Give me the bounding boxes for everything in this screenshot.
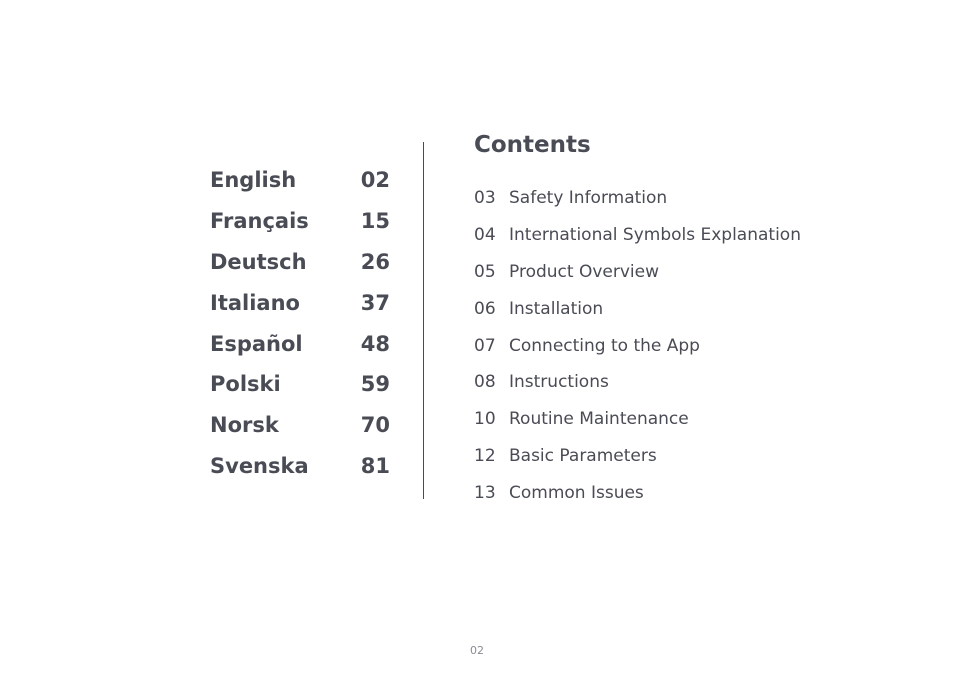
language-row-english[interactable] (210, 160, 390, 201)
toc-item-installation[interactable] (474, 290, 801, 327)
toc-item-connecting-to-app[interactable] (474, 327, 801, 364)
language-row-norsk[interactable] (210, 405, 390, 446)
language-name: Svenska (210, 453, 309, 478)
language-page-number: 81 (360, 453, 390, 478)
toc-label: Product Overview (509, 261, 659, 282)
language-page-number: 48 (360, 331, 390, 356)
language-row-deutsch[interactable] (210, 242, 390, 283)
toc-item-product-overview[interactable] (474, 254, 801, 291)
language-page-number: 26 (360, 249, 390, 274)
toc-label: Connecting to the App (509, 335, 700, 356)
language-name: Italiano (210, 290, 300, 315)
language-index (210, 160, 390, 486)
toc-label: Installation (509, 298, 604, 319)
language-page-number: 15 (360, 209, 390, 234)
language-name: Español (210, 331, 303, 356)
toc-page-number: 04 (474, 225, 496, 246)
language-name: Polski (210, 372, 281, 397)
language-name: English (210, 168, 297, 193)
language-name: Deutsch (210, 249, 307, 274)
contents-title: Contents (474, 132, 591, 158)
toc-label: International Symbols Explanation (509, 225, 801, 246)
toc-page-number: 07 (474, 335, 496, 356)
toc-page-number: 06 (474, 298, 496, 319)
toc-label: Common Issues (509, 482, 644, 503)
language-page-number: 02 (360, 168, 390, 193)
toc-page-number: 10 (474, 409, 496, 430)
toc-page-number: 05 (474, 261, 496, 282)
toc-label: Instructions (509, 372, 609, 393)
toc-label: Routine Maintenance (509, 409, 689, 430)
language-name: Norsk (210, 413, 279, 438)
toc-item-common-issues[interactable] (474, 474, 801, 511)
toc-item-instructions[interactable] (474, 364, 801, 401)
language-page-number: 59 (360, 372, 390, 397)
toc-label: Basic Parameters (509, 445, 657, 466)
table-of-contents (474, 180, 801, 511)
language-row-italiano[interactable] (210, 282, 390, 323)
toc-item-basic-parameters[interactable] (474, 438, 801, 475)
language-page-number: 70 (360, 413, 390, 438)
language-row-svenska[interactable] (210, 446, 390, 487)
toc-page-number: 03 (474, 188, 496, 209)
toc-item-safety-information[interactable] (474, 180, 801, 217)
language-name: Français (210, 209, 309, 234)
language-row-espanol[interactable] (210, 323, 390, 364)
toc-page-number: 08 (474, 372, 496, 393)
language-row-francais[interactable] (210, 201, 390, 242)
toc-page-number: 12 (474, 445, 496, 466)
toc-label: Safety Information (509, 188, 668, 209)
toc-item-routine-maintenance[interactable] (474, 401, 801, 438)
toc-page-number: 13 (474, 482, 496, 503)
vertical-divider (423, 142, 424, 499)
language-row-polski[interactable] (210, 364, 390, 405)
page-number: 02 (470, 644, 484, 657)
language-page-number: 37 (360, 290, 390, 315)
toc-item-international-symbols[interactable] (474, 217, 801, 254)
